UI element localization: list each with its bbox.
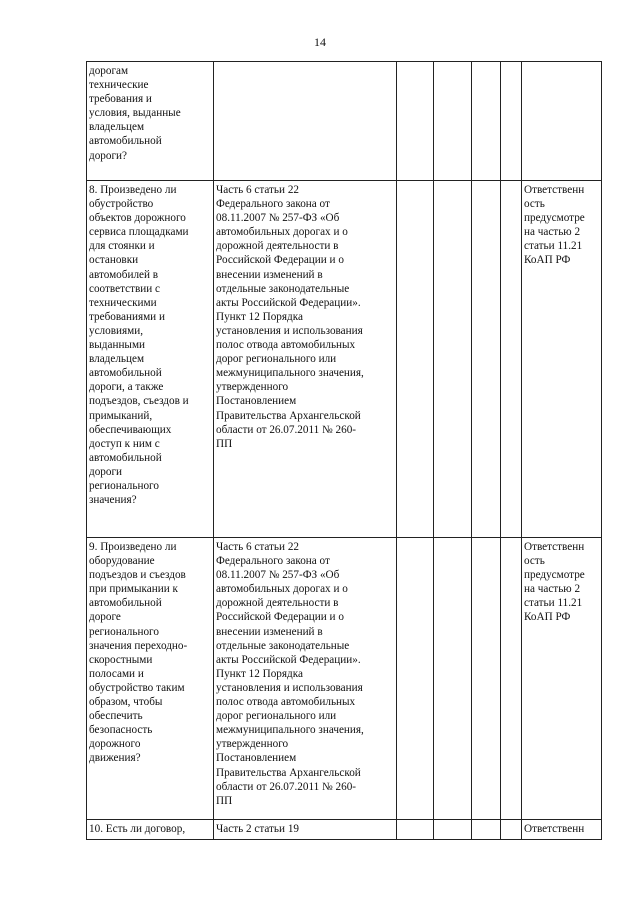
legal-basis-cell — [214, 62, 397, 181]
answer-na-cell — [472, 62, 501, 181]
note-cell — [501, 538, 522, 820]
table-row — [87, 62, 602, 181]
answer-yes-cell — [397, 181, 434, 538]
answer-na-cell — [472, 820, 501, 840]
answer-yes-cell — [397, 62, 434, 181]
question-cell — [87, 181, 214, 538]
table-row — [87, 181, 602, 538]
question-text: 9. Произведено ли оборудование подъездов и съездов при примыкании к автомобильной дороге регионального значения переходно- скоростными полосами и обустройство таким образом, чтобы обеспечить безопасность дорожного движения? — [89, 541, 188, 765]
page-number: 14 — [314, 35, 326, 49]
question-cell — [87, 820, 214, 840]
answer-no-cell — [434, 62, 472, 181]
table-row — [87, 820, 602, 840]
responsibility-text: Ответственн ость предусмотре на частью 2 статьи 11.21 КоАП РФ — [524, 541, 585, 624]
answer-yes-cell — [397, 820, 434, 840]
checklist-table — [86, 61, 602, 840]
responsibility-cell — [522, 62, 602, 181]
legal-basis-text: Часть 6 статьи 22 Федерального закона от 08.11.2007 № 257-ФЗ «Об автомобильных дорогах и о дорожной деятельности в Российской Федерации и о внесении изменений в отдельные законодательные акты Российской Федерации». Пункт 12 Порядка установления и использования полос отвода автомобильных дорог регионального или межмуниципального значения, утвержденного Постановлением Правительства Архангельской области от 26.07.2011 № 260- ПП — [216, 184, 364, 450]
legal-basis-text: Часть 2 статьи 19 — [216, 823, 300, 835]
question-cell — [87, 538, 214, 820]
answer-na-cell — [472, 538, 501, 820]
responsibility-cell — [522, 181, 602, 538]
legal-basis-cell — [214, 181, 397, 538]
note-cell — [501, 181, 522, 538]
table-row — [87, 538, 602, 820]
responsibility-text: Ответственн — [524, 823, 585, 835]
responsibility-text: Ответственн ость предусмотре на частью 2 статьи 11.21 КоАП РФ — [524, 184, 585, 267]
question-text: 10. Есть ли договор, — [89, 823, 186, 835]
responsibility-cell — [522, 538, 602, 820]
legal-basis-text: Часть 6 статьи 22 Федерального закона от 08.11.2007 № 257-ФЗ «Об автомобильных дорогах и о дорожной деятельности в Российской Федерации и о внесении изменений в отдельные законодательные акты Российской Федерации». Пункт 12 Порядка установления и использования полос отвода автомобильных дорог регионального или межмуниципального значения, утвержденного Постановлением Правительства Архангельской области от 26.07.2011 № 260- ПП — [216, 541, 364, 807]
question-text: 8. Произведено ли обустройство объектов дорожного сервиса площадками для стоянки и остановки автомобилей в соответствии с техническими требованиями и условиями, выданными владельцем автомобильной дороги, а также подъездов, съездов и примыканий, обеспечивающих доступ к ним с автомобильной дороги регионального значения? — [89, 184, 189, 507]
question-text: дорогам технические требования и условия, выданные владельцем автомобильной дороги? — [89, 65, 181, 162]
answer-no-cell — [434, 181, 472, 538]
answer-no-cell — [434, 538, 472, 820]
legal-basis-cell — [214, 538, 397, 820]
answer-na-cell — [472, 181, 501, 538]
answer-yes-cell — [397, 538, 434, 820]
responsibility-cell — [522, 820, 602, 840]
note-cell — [501, 820, 522, 840]
note-cell — [501, 62, 522, 181]
question-cell — [87, 62, 214, 181]
legal-basis-cell — [214, 820, 397, 840]
answer-no-cell — [434, 820, 472, 840]
